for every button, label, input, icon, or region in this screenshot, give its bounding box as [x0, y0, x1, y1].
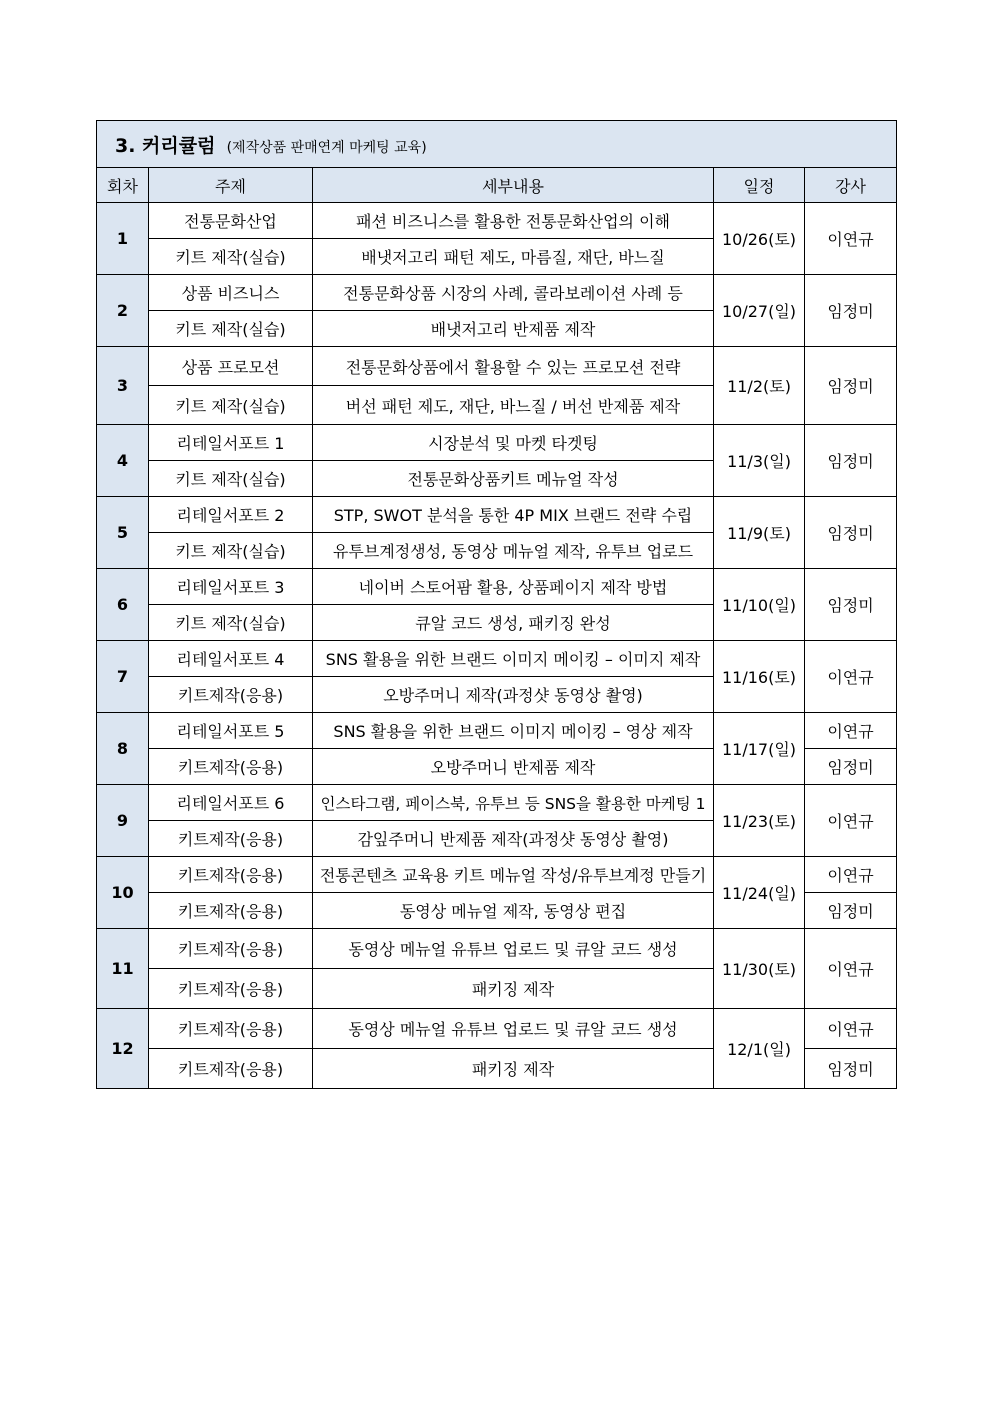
instructor-cell: 이연규 [805, 713, 897, 749]
detail-cell: 인스타그램, 페이스북, 유투브 등 SNS을 활용한 마케팅 1 [313, 785, 714, 821]
table-row [97, 569, 897, 605]
detail-cell: 전통문화상품키트 메뉴얼 작성 [313, 461, 714, 497]
detail-cell: 버선 패턴 제도, 재단, 바느질 / 버선 반제품 제작 [313, 386, 714, 425]
topic-cell: 리테일서포트 2 [149, 497, 313, 533]
detail-cell: 유투브계정생성, 동영상 메뉴얼 제작, 유투브 업로드 [313, 533, 714, 569]
topic-cell: 상품 프로모션 [149, 347, 313, 386]
session-number: 1 [97, 203, 149, 275]
header-session: 회차 [97, 168, 149, 203]
date-cell: 11/16(토) [714, 641, 805, 713]
topic-cell: 키트 제작(실습) [149, 239, 313, 275]
topic-cell: 키트제작(응용) [149, 969, 313, 1009]
detail-cell: 전통콘텐츠 교육용 키트 메뉴얼 작성/유투브계정 만들기 [313, 857, 714, 893]
topic-cell: 키트 제작(실습) [149, 386, 313, 425]
instructor-cell: 임정미 [805, 1049, 897, 1089]
topic-cell: 키트제작(응용) [149, 677, 313, 713]
table-row [97, 497, 897, 533]
table-row [97, 713, 897, 749]
date-cell: 11/23(토) [714, 785, 805, 857]
header-instructor: 강사 [805, 168, 897, 203]
session-number: 11 [97, 929, 149, 1009]
session-number: 6 [97, 569, 149, 641]
detail-cell: 오방주머니 제작(과정샷 동영상 촬영) [313, 677, 714, 713]
instructor-cell: 이연규 [805, 785, 897, 857]
table-row [97, 857, 897, 893]
title-main: 3. 커리큘럼 [115, 134, 216, 157]
table-row [97, 785, 897, 821]
table-row [97, 425, 897, 461]
topic-cell: 리테일서포트 5 [149, 713, 313, 749]
topic-cell: 키트제작(응용) [149, 929, 313, 969]
topic-cell: 리테일서포트 1 [149, 425, 313, 461]
instructor-cell: 임정미 [805, 569, 897, 641]
date-cell: 10/26(토) [714, 203, 805, 275]
header-topic: 주제 [149, 168, 313, 203]
detail-cell: 패키징 제작 [313, 1049, 714, 1089]
detail-cell: 네이버 스토어팜 활용, 상품페이지 제작 방법 [313, 569, 714, 605]
topic-cell: 키트제작(응용) [149, 893, 313, 929]
detail-cell: 배냇저고리 패턴 제도, 마름질, 재단, 바느질 [313, 239, 714, 275]
date-cell: 10/27(일) [714, 275, 805, 347]
header-detail: 세부내용 [313, 168, 714, 203]
detail-cell: 오방주머니 반제품 제작 [313, 749, 714, 785]
date-cell: 11/2(토) [714, 347, 805, 425]
topic-cell: 리테일서포트 6 [149, 785, 313, 821]
table-row [97, 929, 897, 969]
detail-cell: 동영상 메뉴얼 유튜브 업로드 및 큐알 코드 생성 [313, 1009, 714, 1049]
detail-cell: STP, SWOT 분석을 통한 4P MIX 브랜드 전략 수립 [313, 497, 714, 533]
detail-cell: 큐알 코드 생성, 패키징 완성 [313, 605, 714, 641]
table-row [97, 203, 897, 239]
topic-cell: 상품 비즈니스 [149, 275, 313, 311]
detail-cell: 패키징 제작 [313, 969, 714, 1009]
instructor-cell: 임정미 [805, 347, 897, 425]
session-number: 4 [97, 425, 149, 497]
instructor-cell: 임정미 [805, 497, 897, 569]
topic-cell: 키트제작(응용) [149, 857, 313, 893]
session-number: 8 [97, 713, 149, 785]
detail-cell: 패션 비즈니스를 활용한 전통문화산업의 이해 [313, 203, 714, 239]
table-title [97, 121, 897, 168]
instructor-cell: 임정미 [805, 893, 897, 929]
table-row [97, 347, 897, 386]
header-date: 일정 [714, 168, 805, 203]
topic-cell: 전통문화산업 [149, 203, 313, 239]
instructor-cell: 임정미 [805, 275, 897, 347]
date-cell: 11/3(일) [714, 425, 805, 497]
detail-cell: SNS 활용을 위한 브랜드 이미지 메이킹 – 이미지 제작 [313, 641, 714, 677]
session-number: 2 [97, 275, 149, 347]
topic-cell: 리테일서포트 4 [149, 641, 313, 677]
date-cell: 12/1(일) [714, 1009, 805, 1089]
detail-cell: 감잎주머니 반제품 제작(과정샷 동영상 촬영) [313, 821, 714, 857]
instructor-cell: 이연규 [805, 857, 897, 893]
date-cell: 11/9(토) [714, 497, 805, 569]
detail-cell: 시장분석 및 마켓 타겟팅 [313, 425, 714, 461]
instructor-cell: 이연규 [805, 641, 897, 713]
instructor-cell: 임정미 [805, 425, 897, 497]
topic-cell: 키트제작(응용) [149, 1049, 313, 1089]
date-cell: 11/30(토) [714, 929, 805, 1009]
topic-cell: 키트 제작(실습) [149, 533, 313, 569]
session-number: 3 [97, 347, 149, 425]
topic-cell: 리테일서포트 3 [149, 569, 313, 605]
instructor-cell: 이연규 [805, 1009, 897, 1049]
instructor-cell: 이연규 [805, 929, 897, 1009]
table-row [97, 275, 897, 311]
curriculum-table [96, 120, 897, 1089]
table-row [97, 641, 897, 677]
session-number: 5 [97, 497, 149, 569]
date-cell: 11/24(일) [714, 857, 805, 929]
detail-cell: SNS 활용을 위한 브랜드 이미지 메이킹 – 영상 제작 [313, 713, 714, 749]
topic-cell: 키트제작(응용) [149, 749, 313, 785]
topic-cell: 키트 제작(실습) [149, 461, 313, 497]
detail-cell: 동영상 메뉴얼 유튜브 업로드 및 큐알 코드 생성 [313, 929, 714, 969]
instructor-cell: 이연규 [805, 203, 897, 275]
session-number: 12 [97, 1009, 149, 1089]
instructor-cell: 임정미 [805, 749, 897, 785]
topic-cell: 키트제작(응용) [149, 1009, 313, 1049]
topic-cell: 키트 제작(실습) [149, 311, 313, 347]
detail-cell: 배냇저고리 반제품 제작 [313, 311, 714, 347]
session-number: 9 [97, 785, 149, 857]
date-cell: 11/17(일) [714, 713, 805, 785]
session-number: 10 [97, 857, 149, 929]
topic-cell: 키트 제작(실습) [149, 605, 313, 641]
detail-cell: 전통문화상품에서 활용할 수 있는 프로모션 전략 [313, 347, 714, 386]
detail-cell: 동영상 메뉴얼 제작, 동영상 편집 [313, 893, 714, 929]
detail-cell: 전통문화상품 시장의 사례, 콜라보레이션 사례 등 [313, 275, 714, 311]
table-row [97, 1009, 897, 1049]
title-subtitle: (제작상품 판매연계 마케팅 교육) [226, 139, 427, 156]
session-number: 7 [97, 641, 149, 713]
topic-cell: 키트제작(응용) [149, 821, 313, 857]
date-cell: 11/10(일) [714, 569, 805, 641]
